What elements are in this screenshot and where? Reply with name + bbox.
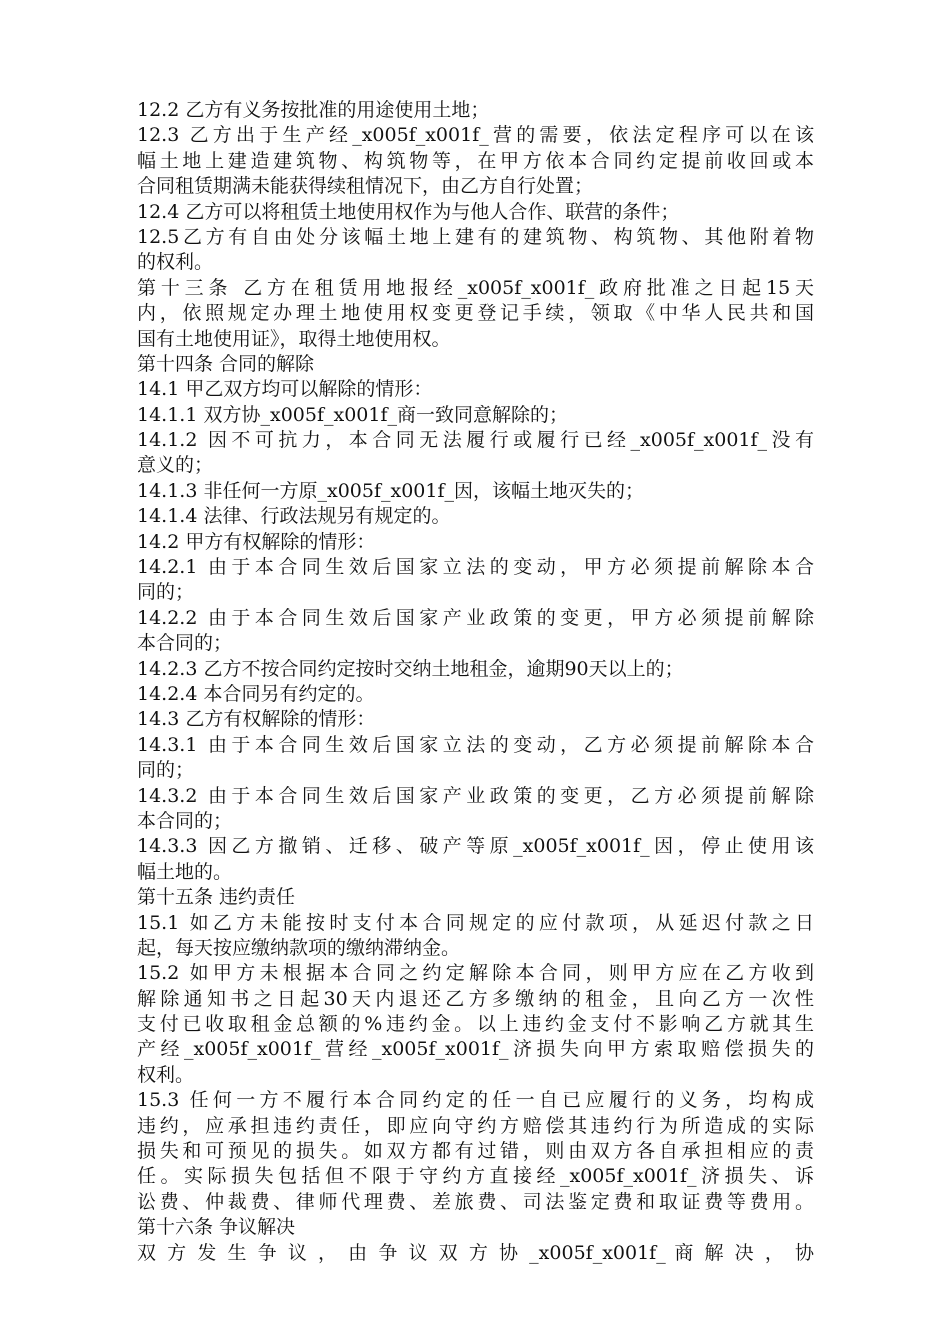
text-line: 意义的； [137,454,214,477]
text-line: 15.3 任何一方不履行本合同约定的任一自已应履行的义务，均构成 [137,1089,814,1112]
text-line: 权利。 [137,1063,195,1086]
text-line: 任。实际损失包括但不限于守约方直接经_x005f_x001f_济损失、诉 [137,1165,814,1188]
text-line: 14.1.4 法律、行政法规另有规定的。 [137,505,451,528]
text-line: 14.1.2 因不可抗力，本合同无法履行或履行已经_x005f_x001f_没有 [137,429,814,452]
text-line: 14.3 乙方有权解除的情形： [137,708,376,731]
text-line: 第十五条 违约责任 [137,886,296,909]
text-line: 起，每天按应缴纳款项的缴纳滞纳金。 [137,936,461,959]
text-line: 14.2 甲方有权解除的情形： [137,530,376,553]
text-line: 的权利。 [137,251,214,274]
text-line: 14.2.2 由于本合同生效后国家产业政策的变更，甲方必须提前解除 [137,606,814,629]
text-line: 15.1 如乙方未能按时支付本合同规定的应付款项，从延迟付款之日 [137,911,814,934]
text-line: 损失和可预见的损失。如双方都有过错，则由双方各自承担相应的责 [137,1140,814,1163]
text-line: 第十四条 合同的解除 [137,352,315,375]
text-line: 第十三条 乙方在租赁用地报经_x005f_x001f_政府批准之日起15天 [137,276,814,299]
text-line: 同的； [137,581,195,604]
text-line: 12.4 乙方可以将租赁土地使用权作为与他人合作、联营的条件； [137,200,680,223]
text-line: 内，依照规定办理土地使用权变更登记手续，领取《中华人民共和国 [137,302,814,325]
text-line: 违约，应承担违约责任，即应向守约方赔偿其违约行为所造成的实际 [137,1114,814,1137]
text-line: 幅土地的。 [137,860,233,883]
text-line: 本合同的； [137,632,233,655]
text-line: 12.3 乙方出于生产经_x005f_x001f_营的需要，依法定程序可以在该 [137,124,814,147]
text-line: 本合同的； [137,809,233,832]
text-line: 解除通知书之日起30天内退还乙方多缴纳的租金，且向乙方一次性 [137,987,814,1010]
text-line: 14.3.1 由于本合同生效后国家立法的变动，乙方必须提前解除本合 [137,733,814,756]
text-line: 双 方 发 生 争 议 ， 由 争 议 双 方 协 _x005f_x001f_ 商 解 决 ， 协 [137,1241,814,1264]
text-line: 第十六条 争议解决 [137,1216,296,1239]
text-line: 同的； [137,759,195,782]
text-line: 14.3.2 由于本合同生效后国家产业政策的变更，乙方必须提前解除 [137,784,814,807]
text-line: 国有土地使用证》，取得土地使用权。 [137,327,451,350]
text-line: 支付已收取租金总额的%违约金。以上违约金支付不影响乙方就其生 [137,1013,814,1036]
text-line: 讼费、仲裁费、律师代理费、差旅费、司法鉴定费和取证费等费用。 [137,1190,814,1213]
text-line: 幅土地上建造建筑物、构筑物等，在甲方依本合同约定提前收回或本 [137,149,814,172]
text-line: 15.2 如甲方未根据本合同之约定解除本合同，则甲方应在乙方收到 [137,962,814,985]
text-line: 合同租赁期满未能获得续租情况下，由乙方自行处置； [137,175,594,198]
text-line: 14.1.3 非任何一方原_x005f_x001f_因，该幅土地灭失的； [137,479,644,502]
text-line: 14.1 甲乙双方均可以解除的情形： [137,378,433,401]
text-line: 14.2.4 本合同另有约定的。 [137,682,375,705]
text-line: 14.1.1 双方协_x005f_x001f_商一致同意解除的； [137,403,568,426]
text-line: 14.3.3 因乙方撤销、迁移、破产等原_x005f_x001f_因，停止使用该 [137,835,814,858]
text-line: 14.2.3 乙方不按合同约定按时交纳土地租金，逾期90天以上的； [137,657,684,680]
text-line: 产经_x005f_x001f_营经_x005f_x001f_济损失向甲方索取赔偿损失的 [137,1038,814,1061]
text-line: 14.2.1 由于本合同生效后国家立法的变动，甲方必须提前解除本合 [137,556,814,579]
document-page-body [137,98,814,1266]
text-line: 12.2 乙方有义务按批准的用途使用土地； [137,99,490,121]
text-line: 12.5乙方有自由处分该幅土地上建有的建筑物、构筑物、其他附着物 [137,225,814,248]
